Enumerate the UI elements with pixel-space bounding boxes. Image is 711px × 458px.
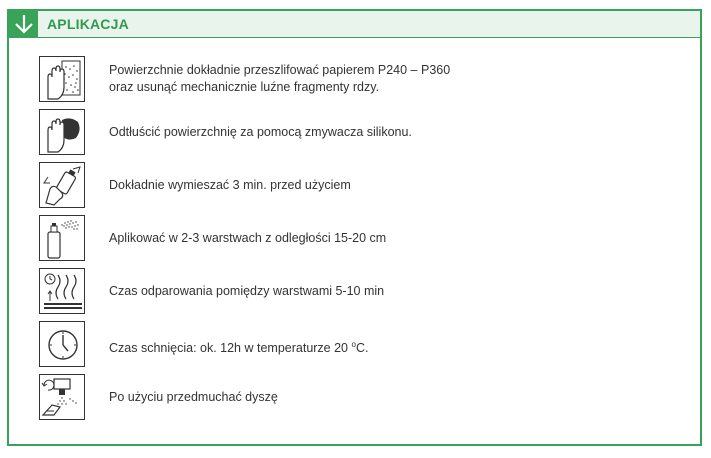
step-text: Dokładnie wymieszać 3 min. przed użyciem: [109, 178, 351, 192]
step-text: [109, 336, 368, 357]
shake-can-icon: [39, 162, 85, 208]
step-text: Po użyciu przedmuchać dyszę: [109, 390, 278, 404]
section-title: APLIKACJA: [47, 16, 129, 32]
section-header: [9, 11, 700, 38]
nozzle-clean-icon: [39, 374, 85, 420]
wiping-hand-icon: [39, 109, 85, 155]
step-flash-off: [39, 268, 679, 316]
step-mix: [39, 162, 679, 210]
application-panel: [7, 9, 702, 446]
flash-off-icon: [39, 268, 85, 314]
step-degrease: [39, 109, 679, 157]
step-text: [109, 62, 450, 96]
step-sanding: [39, 56, 679, 104]
step-line: Powierzchnie dokładnie przeszlifować papierem P240 – P360: [109, 63, 451, 77]
step-text: Aplikować w 2-3 warstwach z odległości 15-20 cm: [109, 231, 387, 245]
arrow-down-icon: [9, 11, 38, 37]
sanding-hand-icon: [39, 56, 85, 102]
step-line: oraz usunąć mechanicznie luźne fragmenty rdzy.: [109, 80, 380, 94]
clock-icon: [39, 321, 85, 367]
step-line: Czas schnięcia: ok. 12h w temperaturze 20: [109, 341, 352, 356]
step-text: Odtłuścić powierzchnię za pomocą zmywacza silikonu.: [109, 125, 412, 139]
step-line-suffix: C.: [355, 341, 369, 356]
step-nozzle: [39, 374, 679, 422]
step-drying: [39, 321, 679, 369]
spray-can-icon: [39, 215, 85, 261]
degree-mark: o: [351, 340, 356, 349]
step-text: Czas odparowania pomiędzy warstwami 5-10 min: [109, 284, 385, 298]
step-apply: [39, 215, 679, 263]
